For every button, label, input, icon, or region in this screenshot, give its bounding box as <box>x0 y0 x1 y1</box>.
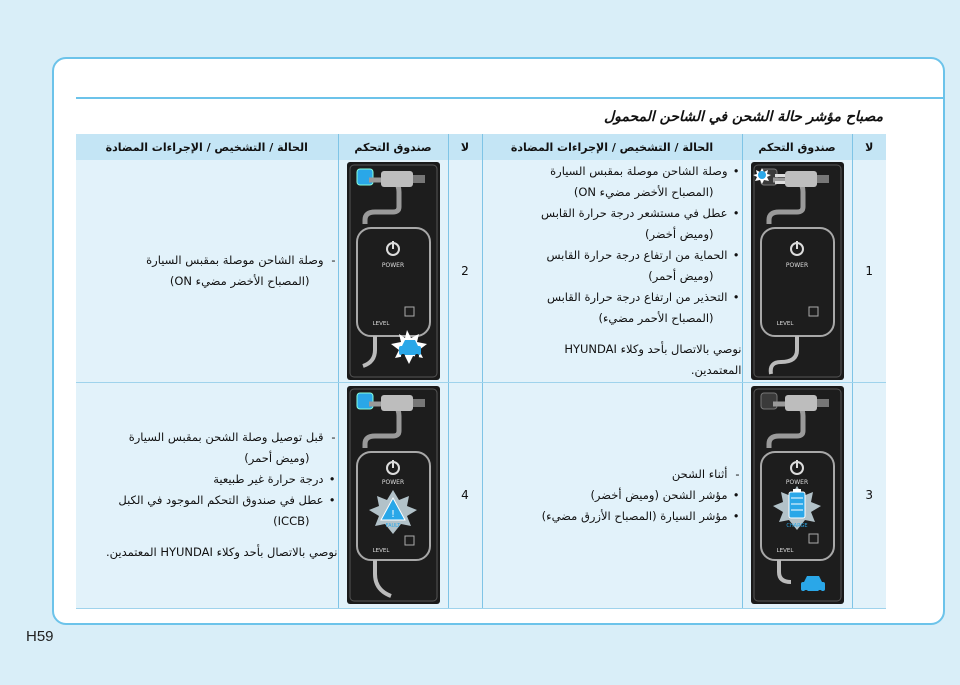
table-row <box>76 160 886 382</box>
power-label: POWER <box>785 261 808 269</box>
header-control-unit: صندوق التحكم <box>742 134 852 160</box>
list-item: - وصلة الشاحن موصلة بمقبس السيارة (المصباح الأخضر مضيء ON) <box>76 250 338 292</box>
header-rule <box>76 97 943 99</box>
control-box-device <box>347 162 440 380</box>
table-header-row <box>76 134 886 160</box>
status-list <box>483 161 742 381</box>
level-label: LEVEL <box>776 548 793 554</box>
control-box-device <box>751 386 844 604</box>
level-label: LEVEL <box>372 320 389 327</box>
row-number: 1 <box>852 160 886 382</box>
fault-label: FAULT <box>385 523 400 529</box>
control-box-cell <box>338 382 448 608</box>
header-no: لا <box>448 134 482 160</box>
power-label: POWER <box>381 261 404 269</box>
list-item: • درجة حرارة غير طبيعية <box>76 469 338 490</box>
list-item: • وصلة الشاحن موصلة بمقبس السيارة (المصباح الأخضر مضيء ON) <box>483 161 742 203</box>
control-box-illustration <box>347 386 440 604</box>
list-item: • مؤشر الشحن (وميض أخضر) <box>483 485 742 506</box>
row-number: 3 <box>852 382 886 608</box>
section-title: مصباح مؤشر حالة الشحن في الشاحن المحمول <box>604 109 883 125</box>
control-box-device <box>347 386 440 604</box>
level-label: LEVEL <box>372 548 389 554</box>
control-box-cell <box>742 160 852 382</box>
table-row <box>76 382 886 608</box>
row-number: 4 <box>448 382 482 608</box>
list-item: - أثناء الشحن <box>483 464 742 485</box>
control-box-illustration <box>751 162 844 380</box>
header-status: الحالة / التشخيص / الإجراءات المضادة <box>482 134 742 160</box>
list-item: • عطل في مستشعر درجة حرارة القابس (وميض أخضر) <box>483 203 742 245</box>
status-list <box>76 250 338 292</box>
status-description <box>482 382 742 608</box>
list-item: • الحماية من ارتفاع درجة حرارة القابس (وميض أحمر) <box>483 245 742 287</box>
status-description <box>76 160 338 382</box>
advice-paragraph: نوصي بالاتصال بأحد وكلاء HYUNDAI المعتمدين. <box>106 545 338 559</box>
manual-page <box>52 57 945 625</box>
charge-label: CHARGE <box>785 523 808 529</box>
control-box-device <box>751 162 844 380</box>
status-list <box>483 464 742 527</box>
header-control-unit: صندوق التحكم <box>338 134 448 160</box>
header-status: الحالة / التشخيص / الإجراءات المضادة <box>76 134 338 160</box>
status-description <box>76 382 338 608</box>
status-description <box>482 160 742 382</box>
list-item: • عطل في صندوق التحكم الموجود في الكبل (ICCB) <box>76 490 338 532</box>
charge-status-table <box>76 134 886 609</box>
control-box-cell <box>338 160 448 382</box>
page-number: H59 <box>26 628 54 645</box>
advice-paragraph: نوصي بالاتصال بأحد وكلاء HYUNDAI المعتمدين. <box>564 341 742 377</box>
row-number: 2 <box>448 160 482 382</box>
control-box-illustration <box>347 162 440 380</box>
svg-text:!: ! <box>390 509 395 520</box>
list-item: • التحذير من ارتفاع درجة حرارة القابس (المصباح الأحمر مضيء) <box>483 287 742 329</box>
list-item: • مؤشر السيارة (المصباح الأزرق مضيء) <box>483 506 742 527</box>
status-list <box>76 427 338 563</box>
power-label: POWER <box>785 479 808 486</box>
level-label: LEVEL <box>776 320 793 327</box>
control-box-cell <box>742 382 852 608</box>
list-item: - قبل توصيل وصلة الشحن بمقبس السيارة (وميض أحمر) <box>76 427 338 469</box>
control-box-illustration <box>751 386 844 604</box>
power-label: POWER <box>381 479 404 486</box>
header-no: لا <box>852 134 886 160</box>
